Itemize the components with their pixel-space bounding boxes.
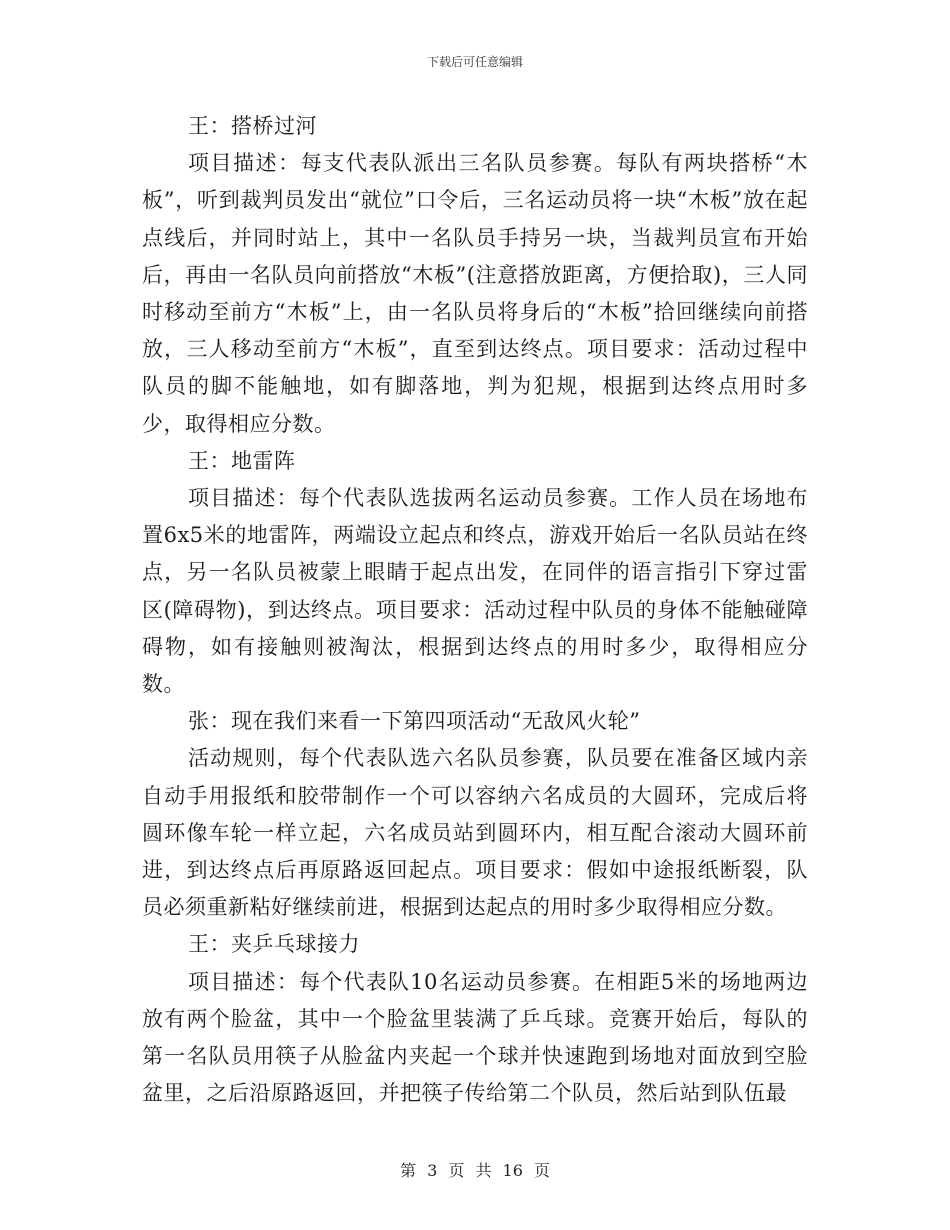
paragraph-minefield-description: 项目描述：每个代表队选拔两名运动员参赛。工作人员在场地布置6x5米的地雷阵，两端设立起点和终点，游戏开始后一名队员站在终点，另一名队员被蒙上眼睛于起点出发，在同伴的语言指引下穿过雷区(障碍物)，到达终点。项目要求：活动过程中队员的身体不能触碰障碍物，如有接触则被淘汰，根据到达终点的用时多少，取得相应分数。 [142, 486, 808, 697]
section-heading-fire-wheel: 张：现在我们来看一下第四项活动“无敌风火轮” [188, 709, 641, 734]
page-number-footer: 第 3 页 共 16 页 [400, 1161, 550, 1180]
paragraph-bridge-description: 项目描述：每支代表队派出三名队员参赛。每队有两块搭桥“木板”，听到裁判员发出“就位”口令后，三名运动员将一块“木板”放在起点线后，并同时站上，其中一名队员手持另一块，当裁判员宣布开始后，再由一名队员向前搭放“木板”(注意搭放距离，方便拾取)，三人同时移动至前方“木板”上，由一名队员将身后的“木板”拾回继续向前搭放，三人移动至前方“木板”，直至到达终点。项目要求：活动过程中队员的脚不能触地，如有脚落地，判为犯规，根据到达终点用时多少，取得相应分数。 [142, 151, 808, 436]
section-heading-minefield: 王：地雷阵 [188, 448, 296, 473]
section-heading-pingpong-relay: 王：夹乒乓球接力 [188, 932, 360, 957]
document-body [142, 108, 808, 1112]
section-heading-bridge: 王：搭桥过河 [188, 114, 317, 138]
page-header-note: 下载后可任意编辑 [426, 55, 523, 69]
paragraph-pingpong-relay-description: 项目描述：每个代表队10名运动员参赛。在相距5米的场地两边放有两个脸盆，其中一个脸盆里装满了乒乓球。竞赛开始后，每队的第一名队员用筷子从脸盆内夹起一个球并快速跑到场地对面放到空脸盆里，之后沿原路返回，并把筷子传给第二个队员，然后站到队伍最 [142, 969, 808, 1106]
paragraph-fire-wheel-rules: 活动规则，每个代表队选六名队员参赛，队员要在准备区域内亲自动手用报纸和胶带制作一个可以容纳六名成员的大圆环，完成后将圆环像车轮一样立起，六名成员站到圆环内，相互配合滚动大圆环前进，到达终点后再原路返回起点。项目要求：假如中途报纸断裂，队员必须重新粘好继续前进，根据到达起点的用时多少取得相应分数。 [142, 746, 808, 920]
